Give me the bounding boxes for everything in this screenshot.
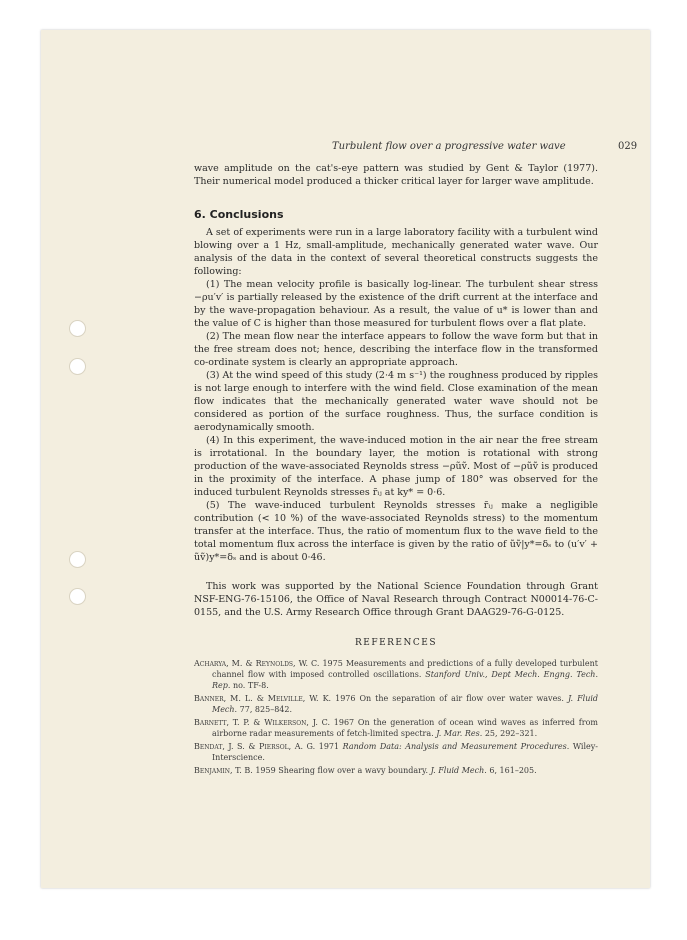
reference-authors: Benjamin, T. B. [194,766,253,775]
reference-year: 1971 [318,742,340,751]
running-header [41,141,650,155]
reference-detail: no. TF-8. [232,681,269,690]
reference-entry [194,658,598,691]
reference-journal: J. Fluid Mech. [212,694,599,714]
reference-title: Shearing flow over a wavy boundary. [278,766,429,775]
reference-detail: Wiley-Interscience. [212,742,598,762]
reference-entry [194,765,598,776]
reference-detail: 6, 161–205. [489,766,537,775]
reference-year: 1975 [322,659,343,668]
reference-title: On the generation of ocean wind waves as inferred from airborne radar measurements of fetch-limited spectra. [212,718,598,738]
reference-entry [194,717,598,739]
reference-detail: 25, 292–321. [484,729,538,738]
reference-detail: 77, 825–842. [239,705,293,714]
binder-hole [69,551,86,568]
reference-journal: Stanford Univ., Dept Mech. Engng. Tech. Rep. [212,670,598,690]
reference-journal: J. Fluid Mech. [430,766,487,775]
reference-year: 1967 [333,718,355,727]
conclusion-item: (5) The wave-induced turbulent Reynolds stresses r̃ᵢⱼ make a negligible contribution (< 10 %) of the wave-associated Reynolds stress) to the momentum transfer at the interface. Thus, the ratio of momentum flux to the wave field to the total momentum flux across the interface is given by the ratio of ũṽ|y*=δₛ to (u′v′ + ũṽ)y*=δₛ and is about 0·46. [194,500,598,563]
binder-hole [69,588,86,605]
reference-authors: Barnett, T. P. & Wilkerson, J. C. [194,718,330,727]
reference-year: 1976 [335,694,356,703]
binder-hole [69,320,86,337]
reference-journal: J. Mar. Res. [436,729,483,738]
section-title: 6. Conclusions [194,208,284,221]
reference-title: On the separation of air flow over water waves. [359,694,564,703]
intro-paragraph: wave amplitude on the cat's-eye pattern was studied by Gent & Taylor (1977). Their numerical model produced a thicker critical layer for larger wave amplitude. [194,163,598,187]
reference-entry [194,693,598,715]
reference-authors: Banner, M. L. & Melville, W. K. [194,694,332,703]
reference-year: 1959 [255,766,276,775]
running-title: Turbulent flow over a progressive water wave [332,141,566,152]
acknowledgement: This work was supported by the National Science Foundation through Grant NSF-ENG-76-15106, the Office of Naval Research through Contract N00014-76-C-0155, and the U.S. Army Research Office through Grant DAAG29-76-G-0125. [194,581,598,618]
reference-authors: Acharya, M. & Reynolds, W. C. [194,659,320,668]
conclusion-item: (4) In this experiment, the wave-induced motion in the air near the free stream is irrotational. In the boundary layer, the motion is rotational with strong production of the wave-associated Reynolds stress −ρũṽ. Most of −ρũṽ is produced in the proximity of the interface. A phase jump of 180° was observed for the induced turbulent Reynolds stresses r̃ᵢⱼ at ky* = 0·6. [194,435,598,498]
reference-journal: Random Data: Analysis and Measurement Procedures. [342,742,570,751]
reference-entry [194,741,598,763]
conclusion-item: (2) The mean flow near the interface appears to follow the wave form but that in the free stream does not; hence, describing the interface flow in the transformed co-ordinate system is clearly an appropriate approach. [194,331,598,368]
conclusion-item: (1) The mean velocity profile is basically log-linear. The turbulent shear stress −ρu′v′ is partially released by the existence of the drift current at the interface and by the wave-propagation behaviour. As a result, the value of u* is lower than and the value of C is higher than those measured for turbulent flows over a flat plate. [194,279,598,329]
binder-hole [69,358,86,375]
conclusion-item: (3) At the wind speed of this study (2·4 m s⁻¹) the roughness produced by ripples is not large enough to interfere with the wind field. Close examination of the mean flow indicates that the mechanically generated water wave should not be considered as portion of the surface roughness. Thus, the surface condition is aerodynamically smooth. [194,370,598,433]
reference-authors: Bendat, J. S. & Piersol, A. G. [194,742,316,751]
page-body [194,162,598,778]
references-title: REFERENCES [354,638,437,648]
section-intro: A set of experiments were run in a large laboratory facility with a turbulent wind blowing over a 1 Hz, small-amplitude, mechanically generated water wave. Our analysis of the data in the context of several theoretical constructs suggests the following: [194,227,598,277]
reference-title: Measurements and predictions of a fully developed turbulent channel flow with imposed controlled oscillations. [212,659,599,679]
page-number: 029 [618,141,638,152]
